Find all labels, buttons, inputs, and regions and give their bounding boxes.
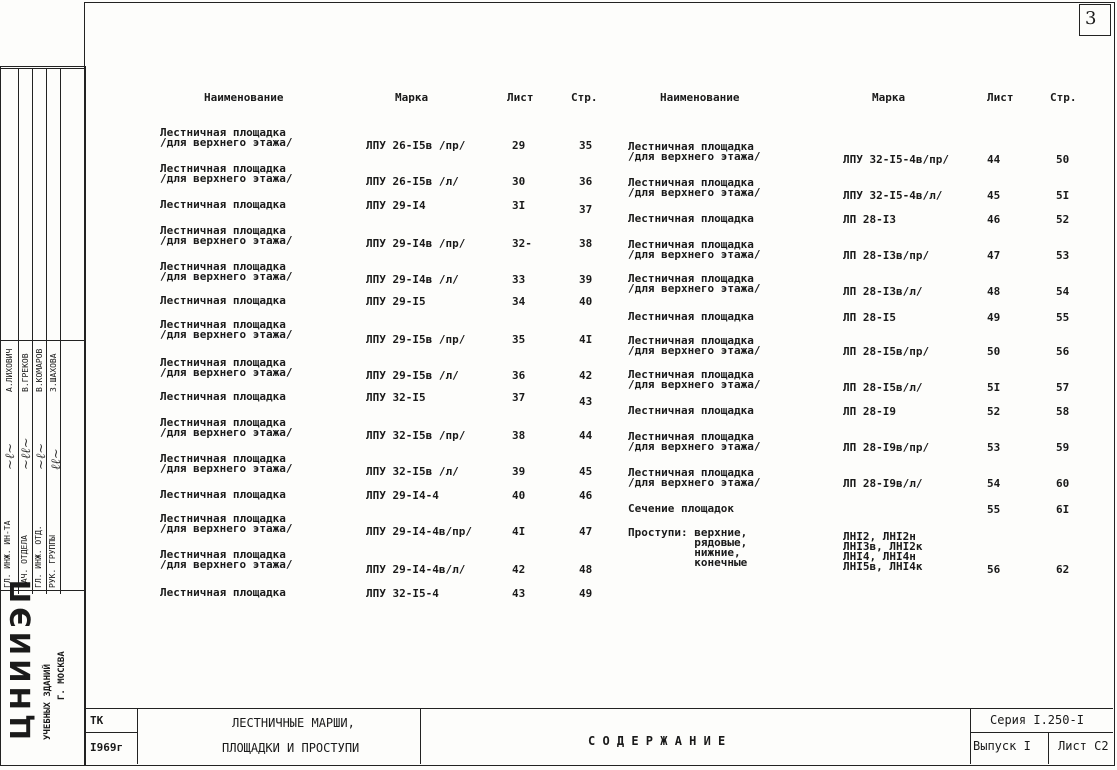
role-2: НАЧ. ОТДЕЛА: [20, 535, 29, 588]
list-item: Лестничная площадка: [160, 488, 286, 501]
drawing-sheet: 3 ГЛ. ИНЖ. ИН-ТА НАЧ. ОТДЕЛА ГЛ. ИНЖ. ОТД. РУК. ГРУППЫ А.ЛИХОВИЧ В.ГРЕКОВ В.КОМАРОВ З.ШАХОВА ~ℓ~ ~ℓℓ~ ~ℓ~ ℓℓ~ ЦНИИЭП УЧЕБНЫХ ЗДАНИЙ Г. МОСКВА Наименование Марка Лист Стр. Наименование Марка Лист Стр. Лестничная площадка /для верхнего этажа/ ЛПУ 26-I5в /пр/ 29 35 Лестничная площадка /для верхнего этажа/ ЛПУ 26-I5в /л/ 30 36 Лестничная площадка ЛПУ 29-I4 3I 37 Лестничная площадка /для верхнего этажа/ ЛПУ 29-I4в /пр/ 32- 38 Лестничная площадка /для верхнего этажа/ ЛПУ 29-I4в /л/ 33 39 Лестничная площадка ЛПУ 29-I5 34 40 Лестничная площадка /для верхнего этажа/ ЛПУ 29-I5в /пр/ 35 4I Лестничная площадка /для верхнего этажа/ ЛПУ 29-I5в /л/ 36 42 Лестничная площадка ЛПУ 32-I5 37 43 Лестничная площадка /для верхнего этажа/ ЛПУ 32-I5в /пр/ 38 44 Лестничная площадка /для верхнего этажа/ ЛПУ 32-I5в /л/ 39 45 Лестничная площадка ЛПУ 29-I4-4 40 46 Лестничная площадка /для верхнего этажа/ ЛПУ 29-I4-4в/пр/ 4I 47 Лестничная площадка /для верхнего этажа/ ЛПУ 29-I4-4в/л/ 42 48 Лестничная площадка ЛПУ 32-I5-4 43 49 Лестничная площадка /для верхнего этажа/ ЛПУ 32-I5-4в/пр/ 44 50 Лестничная площадка /для верхнего этажа/ ЛПУ 32-I5-4в/л/ 45 5I Лестничная площадка ЛП 28-I3 46 52 Лестничная площадка /для верхнего этажа/ ЛП 28-I3в/пр/ 47 53 Лестничная площадка /для верхнего этажа/ ЛП 28-I3в/л/ 48 54 Лестничная площадка ЛП 28-I5 49 55 Лестничная площадка /для верхнего этажа/ ЛП 28-I5в/пр/ 50 56 Лестничная площадка /для верхнего этажа/ ЛП 28-I5в/л/ 5I 57 Лестничная площадка ЛП 28-I9 52 58 Лестничная площадка /для верхнего этажа/ ЛП 28-I9в/пр/ 53 59 Лестничная площадка /для верхнего этажа/ ЛП 28-I9в/л/ 54 60 Сечение площадок 55 6I Проступи: верхние, рядовые, нижние, конечные ЛНI2, ЛНI2н ЛНI3в, ЛНI2к ЛНI4, ЛНI4н ЛНI5в, ЛНI4к 56 62 ТК I969г ЛЕСТНИЧНЫЕ МАРШИ, ПЛОЩАДКИ И ПРОСТУПИ С О Д Е Р Ж А Н И Е Серия I.250-I Выпуск I Лист С2: [0, 0, 1117, 770]
left-header-page: Стр.: [571, 91, 598, 104]
list-item: Лестничная площадка /для верхнего этажа/: [628, 238, 761, 261]
list-item: Лестничная площадка /для верхнего этажа/: [160, 260, 293, 283]
right-header-mark: Марка: [872, 91, 906, 104]
title-block-top: [84, 708, 1113, 709]
right-header-name: Наименование: [660, 91, 740, 104]
stamp-title-1: ЛЕСТНИЧНЫЕ МАРШИ,: [232, 716, 355, 730]
signature-3: ~ℓ~: [34, 442, 49, 470]
list-item: Лестничная площадка: [160, 198, 286, 211]
stamp-series: Серия I.250-I: [990, 713, 1084, 727]
list-item: Лестничная площадка /для верхнего этажа/: [160, 452, 293, 475]
list-item: Лестничная площадка /для верхнего этажа/: [160, 416, 293, 439]
side-divider-top: [0, 68, 84, 69]
stamp-issue: Выпуск I: [973, 739, 1031, 753]
list-item: Проступи: верхние, рядовые, нижние, конечные: [628, 526, 748, 569]
stamp-title-2: ПЛОЩАДКИ И ПРОСТУПИ: [222, 741, 360, 755]
page-number: 3: [1085, 8, 1097, 29]
list-item: Лестничная площадка /для верхнего этажа/: [160, 318, 293, 341]
stamp-tk: ТК: [90, 714, 104, 727]
stamp-content: С О Д Е Р Ж А Н И Е: [588, 734, 726, 748]
list-item: Лестничная площадка: [160, 586, 286, 599]
org-name: ЦНИИЭП: [4, 575, 37, 740]
list-item: Лестничная площадка /для верхнего этажа/: [160, 548, 293, 571]
signature-4: ℓℓ~: [49, 448, 64, 470]
list-item: Лестничная площадка /для верхнего этажа/: [628, 466, 761, 489]
left-header-mark: Марка: [395, 91, 429, 104]
stamp-sheet: Лист С2: [1058, 739, 1109, 753]
list-item: Лестничная площадка: [628, 310, 754, 323]
left-header-name: Наименование: [204, 91, 284, 104]
main-frame: [84, 2, 1115, 766]
list-item: Лестничная площадка: [160, 294, 286, 307]
person-4: З.ШАХОВА: [49, 353, 58, 392]
org-sub-1: УЧЕБНЫХ ЗДАНИЙ: [43, 664, 53, 740]
org-sub-2: Г. МОСКВА: [57, 651, 67, 700]
role-1: ГЛ. ИНЖ. ИН-ТА: [3, 520, 12, 588]
right-header-page: Стр.: [1050, 91, 1077, 104]
list-item: Лестничная площадка /для верхнего этажа/: [160, 512, 293, 535]
right-header-sheet: Лист: [987, 91, 1014, 104]
person-3: В.КОМАРОВ: [35, 348, 44, 392]
list-item: Лестничная площадка /для верхнего этажа/: [628, 140, 761, 163]
person-1: А.ЛИХОВИЧ: [5, 348, 14, 392]
list-item: Лестничная площадка /для верхнего этажа/: [628, 430, 761, 453]
role-3: ГЛ. ИНЖ. ОТД.: [34, 525, 43, 588]
list-item: Лестничная площадка: [628, 404, 754, 417]
list-item: Сечение площадок: [628, 502, 734, 515]
list-item: Лестничная площадка: [160, 390, 286, 403]
list-item: Лестничная площадка /для верхнего этажа/: [160, 126, 293, 149]
list-item: Лестничная площадка /для верхнего этажа/: [628, 176, 761, 199]
person-2: В.ГРЕКОВ: [21, 353, 30, 392]
list-item: Лестничная площадка /для верхнего этажа/: [628, 334, 761, 357]
list-item: Лестничная площадка /для верхнего этажа/: [628, 272, 761, 295]
role-4: РУК. ГРУППЫ: [48, 535, 57, 588]
stamp-year: I969г: [90, 741, 124, 754]
list-item: Лестничная площадка: [628, 212, 754, 225]
list-item: Лестничная площадка /для верхнего этажа/: [160, 224, 293, 247]
left-header-sheet: Лист: [507, 91, 534, 104]
list-item: Лестничная площадка /для верхнего этажа/: [628, 368, 761, 391]
signature-1: ~ℓ~: [3, 442, 18, 470]
signature-2: ~ℓℓ~: [19, 437, 34, 470]
list-item: Лестничная площадка /для верхнего этажа/: [160, 162, 293, 185]
list-item: Лестничная площадка /для верхнего этажа/: [160, 356, 293, 379]
